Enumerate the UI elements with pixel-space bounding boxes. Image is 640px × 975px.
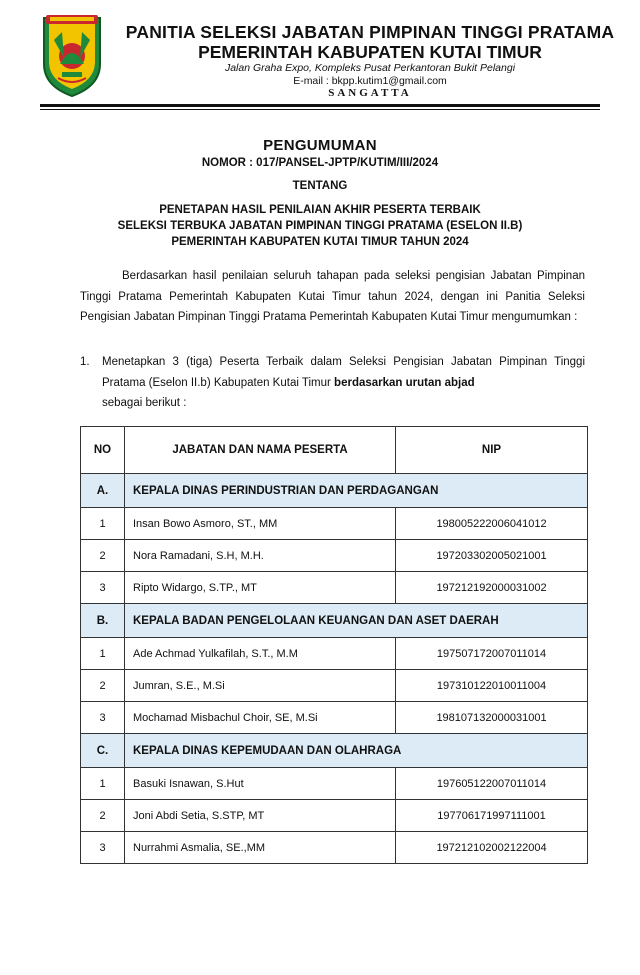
announcement-subject-line-3: PEMERINTAH KABUPATEN KUTAI TIMUR TAHUN 2024 <box>171 236 469 248</box>
row-no: 2 <box>81 540 125 572</box>
row-nip: 198107132000031001 <box>396 702 588 734</box>
table-row <box>81 670 588 702</box>
header-position-name: JABATAN DAN NAMA PESERTA <box>125 427 396 474</box>
section-letter: A. <box>81 474 125 508</box>
section-row <box>81 734 588 768</box>
intro-paragraph <box>80 266 585 328</box>
row-nip: 197310122010011004 <box>396 670 588 702</box>
row-no: 2 <box>81 800 125 832</box>
letterhead-rule-thick <box>40 104 600 107</box>
row-nip: 197212192000031002 <box>396 572 588 604</box>
row-name: Insan Bowo Asmoro, ST., MM <box>125 508 396 540</box>
table-row <box>81 508 588 540</box>
row-no: 3 <box>81 832 125 864</box>
table-row <box>81 540 588 572</box>
section-title: KEPALA DINAS PERINDUSTRIAN DAN PERDAGANGAN <box>125 474 588 508</box>
letterhead-city: SANGATTA <box>328 87 412 99</box>
row-name: Jumran, S.E., M.Si <box>125 670 396 702</box>
row-name: Joni Abdi Setia, S.STP, MT <box>125 800 396 832</box>
announcement-title: PENGUMUMAN <box>263 137 377 154</box>
row-no: 1 <box>81 768 125 800</box>
table-row <box>81 572 588 604</box>
section-row <box>81 474 588 508</box>
letterhead-line-1: PANITIA SELEKSI JABATAN PIMPINAN TINGGI PRATAMA <box>125 22 615 42</box>
header-no: NO <box>81 427 125 474</box>
header-nip: NIP <box>396 427 588 474</box>
section-title: KEPALA BADAN PENGELOLAAN KEUANGAN DAN ASET DAERAH <box>125 604 588 638</box>
row-name: Ade Achmad Yulkafilah, S.T., M.M <box>125 638 396 670</box>
announcement-number: NOMOR : 017/PANSEL-JPTP/KUTIM/III/2024 <box>201 157 439 169</box>
table-row <box>81 768 588 800</box>
row-no: 1 <box>81 638 125 670</box>
row-no: 3 <box>81 572 125 604</box>
decision-item-number: 1. <box>80 356 90 368</box>
row-no: 3 <box>81 702 125 734</box>
decision-item <box>80 352 585 414</box>
row-no: 2 <box>81 670 125 702</box>
row-nip: 197605122007011014 <box>396 768 588 800</box>
letterhead-email: E-mail : bkpp.kutim1@gmail.com <box>293 75 447 87</box>
table-row <box>81 800 588 832</box>
row-name: Basuki Isnawan, S.Hut <box>125 768 396 800</box>
letterhead-address: Jalan Graha Expo, Kompleks Pusat Perkantoran Bukit Pelangi <box>224 62 516 74</box>
section-row <box>81 604 588 638</box>
row-name: Nurrahmi Asmalia, SE.,MM <box>125 832 396 864</box>
announcement-subject-line-2: SELEKSI TERBUKA JABATAN PIMPINAN TINGGI PRATAMA (ESELON II.B) <box>117 220 523 232</box>
table-header-row <box>81 427 588 474</box>
intro-paragraph-text: Berdasarkan hasil penilaian seluruh tahapan pada seleksi pengisian Jabatan Pimpinan Tinggi Pratama Pemerintah Kabupaten Kutai Timur tahun 2024, dengan ini Panitia Seleksi Pengisian Jabatan Pimpinan Tinggi Pratama Pemerintah Kabupaten Kutai Timur mengumumkan : <box>80 270 585 323</box>
letterhead-rule-thin <box>40 109 600 110</box>
announcement-about: TENTANG <box>292 180 348 192</box>
decision-item-tail: sebagai berikut : <box>102 397 187 409</box>
decision-item-bold: berdasarkan urutan abjad <box>334 376 475 389</box>
table-row <box>81 638 588 670</box>
section-title: KEPALA DINAS KEPEMUDAAN DAN OLAHRAGA <box>125 734 588 768</box>
kutai-timur-crest-icon <box>40 12 104 98</box>
decision-item-text: Menetapkan 3 (tiga) Peserta Terbaik dalam Seleksi Pengisian Jabatan Pimpinan Tinggi Pratama (Eselon II.b) Kabupaten Kutai Timur <box>102 356 585 389</box>
row-nip: 197706171997111001 <box>396 800 588 832</box>
row-name: Ripto Widargo, S.TP., MT <box>125 572 396 604</box>
letterhead-line-2: PEMERINTAH KABUPATEN KUTAI TIMUR <box>198 42 542 62</box>
table-row <box>81 832 588 864</box>
row-nip: 198005222006041012 <box>396 508 588 540</box>
table-row <box>81 702 588 734</box>
section-letter: C. <box>81 734 125 768</box>
row-no: 1 <box>81 508 125 540</box>
section-letter: B. <box>81 604 125 638</box>
participants-table <box>80 426 588 864</box>
row-nip: 197507172007011014 <box>396 638 588 670</box>
row-name: Nora Ramadani, S.H, M.H. <box>125 540 396 572</box>
row-name: Mochamad Misbachul Choir, SE, M.Si <box>125 702 396 734</box>
row-nip: 197203302005021001 <box>396 540 588 572</box>
row-nip: 197212102002122004 <box>396 832 588 864</box>
announcement-subject-line-1: PENETAPAN HASIL PENILAIAN AKHIR PESERTA TERBAIK <box>159 204 481 216</box>
